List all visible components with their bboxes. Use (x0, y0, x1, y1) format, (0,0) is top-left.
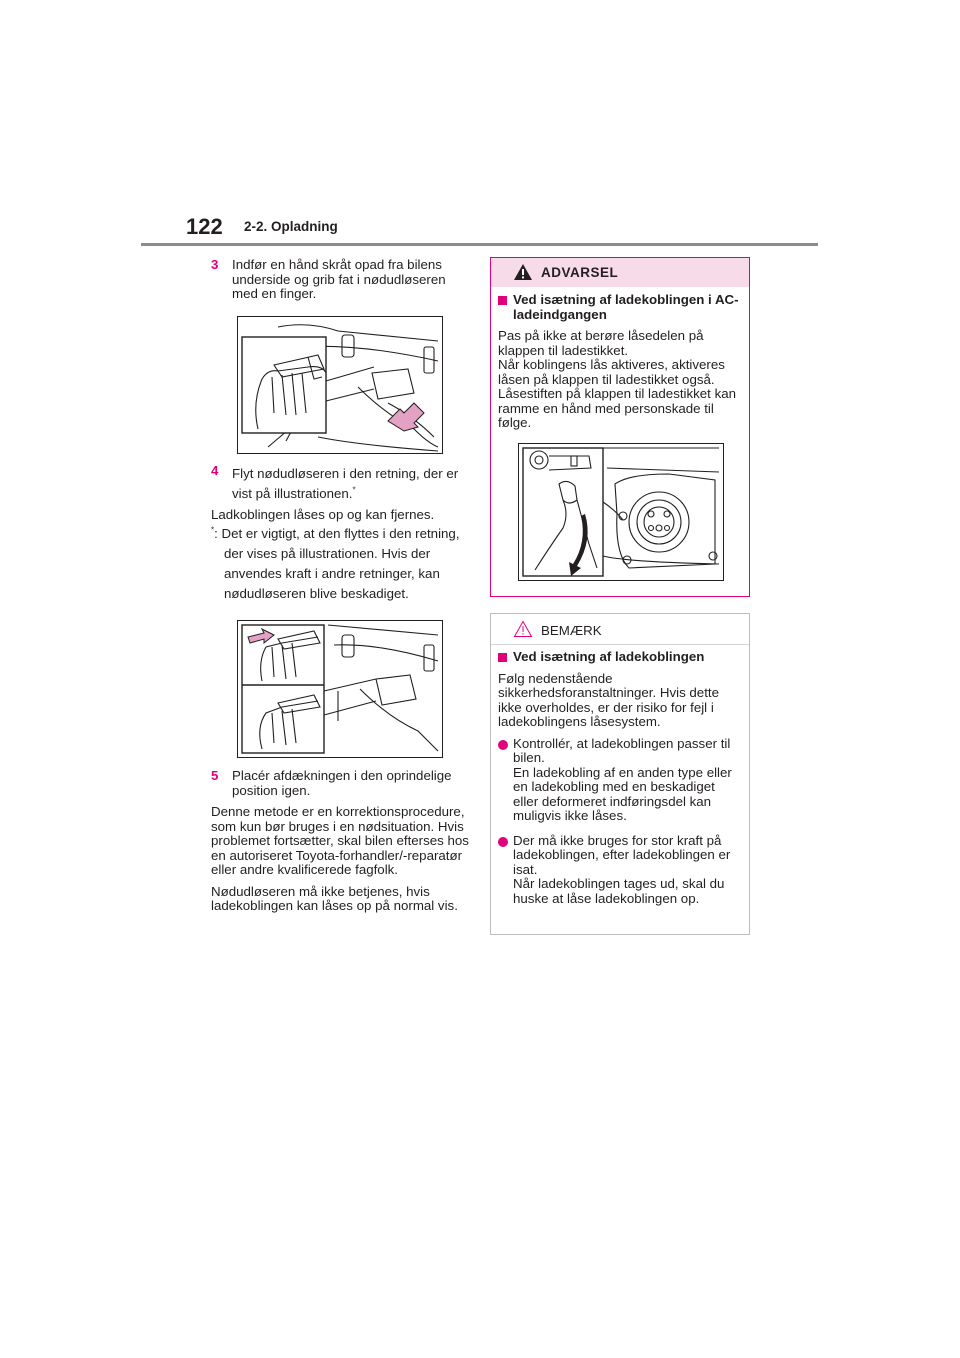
warning-text: Pas på ikke at berøre låsedelen på klappen til ladestikket. (498, 328, 704, 358)
bullet-text: Der må ikke bruges for stor kraft på ladekoblingen, efter ladekoblingen er isat. (513, 832, 731, 877)
step-number: 3 (211, 257, 219, 272)
note-bullet-1 (498, 737, 742, 824)
figure-charging-port (518, 443, 724, 581)
bullet-text: En ladekobling af en anden type eller en ladekobling med en beskadiget eller deformeret indføringsdel kan muligvis ikke låses. (513, 764, 732, 823)
header-rule (141, 243, 818, 246)
page-number: 122 (186, 214, 223, 239)
note-bullet-2 (498, 834, 742, 907)
step-number: 5 (211, 768, 219, 783)
illustration-charging-port (519, 444, 723, 580)
warning-heading (498, 293, 742, 322)
warning-text: Når koblingens lås aktiveres, aktiveres låsen på klappen til ladestikket også. Låsestiften på klappen til ladestikket kan ramme en hånd med personskade til følge. (498, 357, 737, 430)
footnote-mark: * (211, 525, 215, 535)
note-body (491, 645, 749, 906)
warning-header (491, 258, 749, 287)
warning-body (491, 287, 749, 581)
bullet-text: Når ladekoblingen tages ud, skal du huske at låse ladekoblingen op. (513, 876, 725, 906)
paragraph: Nødudløseren må ikke betjenes, hvis ladekoblingen kan låses op på normal vis. (211, 883, 458, 913)
note-heading-text: Ved isætning af ladekoblingen (513, 649, 705, 664)
footnote-text: : Det er vigtigt, at den flyttes i den retning, der vises på illustrationen. Hvis der anvendes kraft i andre retninger, kan nødudløseren blive beskadiget. (214, 526, 460, 601)
step-text-body: Flyt nødudløseren i den retning, der er vist på illustrationen. (232, 465, 459, 501)
round-bullet-icon (498, 837, 508, 847)
warning-label: ADVARSEL (541, 265, 619, 280)
step-text: Indfør en hånd skråt opad fra bilens underside og grib fat i nødudløseren med en finger. (232, 257, 446, 301)
left-column (211, 258, 473, 914)
note-header (491, 614, 749, 645)
square-bullet-icon (498, 296, 507, 305)
step-text (232, 464, 473, 504)
section-title: 2-2. Opladning (244, 219, 338, 234)
footnote-mark: * (352, 485, 356, 495)
step-3 (211, 258, 473, 302)
illustration-release-direction (238, 621, 442, 757)
illustration-hand-reaching (238, 317, 442, 453)
square-bullet-icon (498, 653, 507, 662)
step-5 (211, 769, 473, 798)
warning-triangle-icon (513, 263, 533, 281)
warning-heading-text: Ved isætning af ladekoblingen i AC-ladeindgangen (513, 292, 739, 322)
note-box (490, 613, 750, 935)
note-label: BEMÆRK (541, 623, 602, 638)
warning-box (490, 257, 750, 597)
step-text: Placér afdækningen i den oprindelige position igen. (232, 768, 452, 798)
figure-hand-release (237, 316, 443, 454)
paragraph: Denne metode er en korrektionsprocedure, som kun bør bruges i en nødsituation. Hvis problemet fortsætter, skal bilen efterses hos en autoriseret Toyota-forhandler/-reparatør eller andre kvalificerede fagfolk. (211, 804, 469, 877)
step-number: 4 (211, 462, 219, 478)
figure-release-direction (237, 620, 443, 758)
bullet-text: Kontrollér, at ladekoblingen passer til bilen. (513, 735, 731, 765)
footnote (211, 524, 473, 604)
released-text: Ladkoblingen låses op og kan fjernes. (211, 506, 435, 522)
caution-triangle-outline-icon (513, 620, 533, 638)
note-intro: Følg nedenstående sikkerhedsforanstaltninger. Hvis dette ikke overholdes, er der risiko for fejl i ladekoblingens låsesystem. (498, 670, 719, 729)
note-heading (498, 650, 742, 665)
step-4 (211, 464, 473, 504)
round-bullet-icon (498, 740, 508, 750)
